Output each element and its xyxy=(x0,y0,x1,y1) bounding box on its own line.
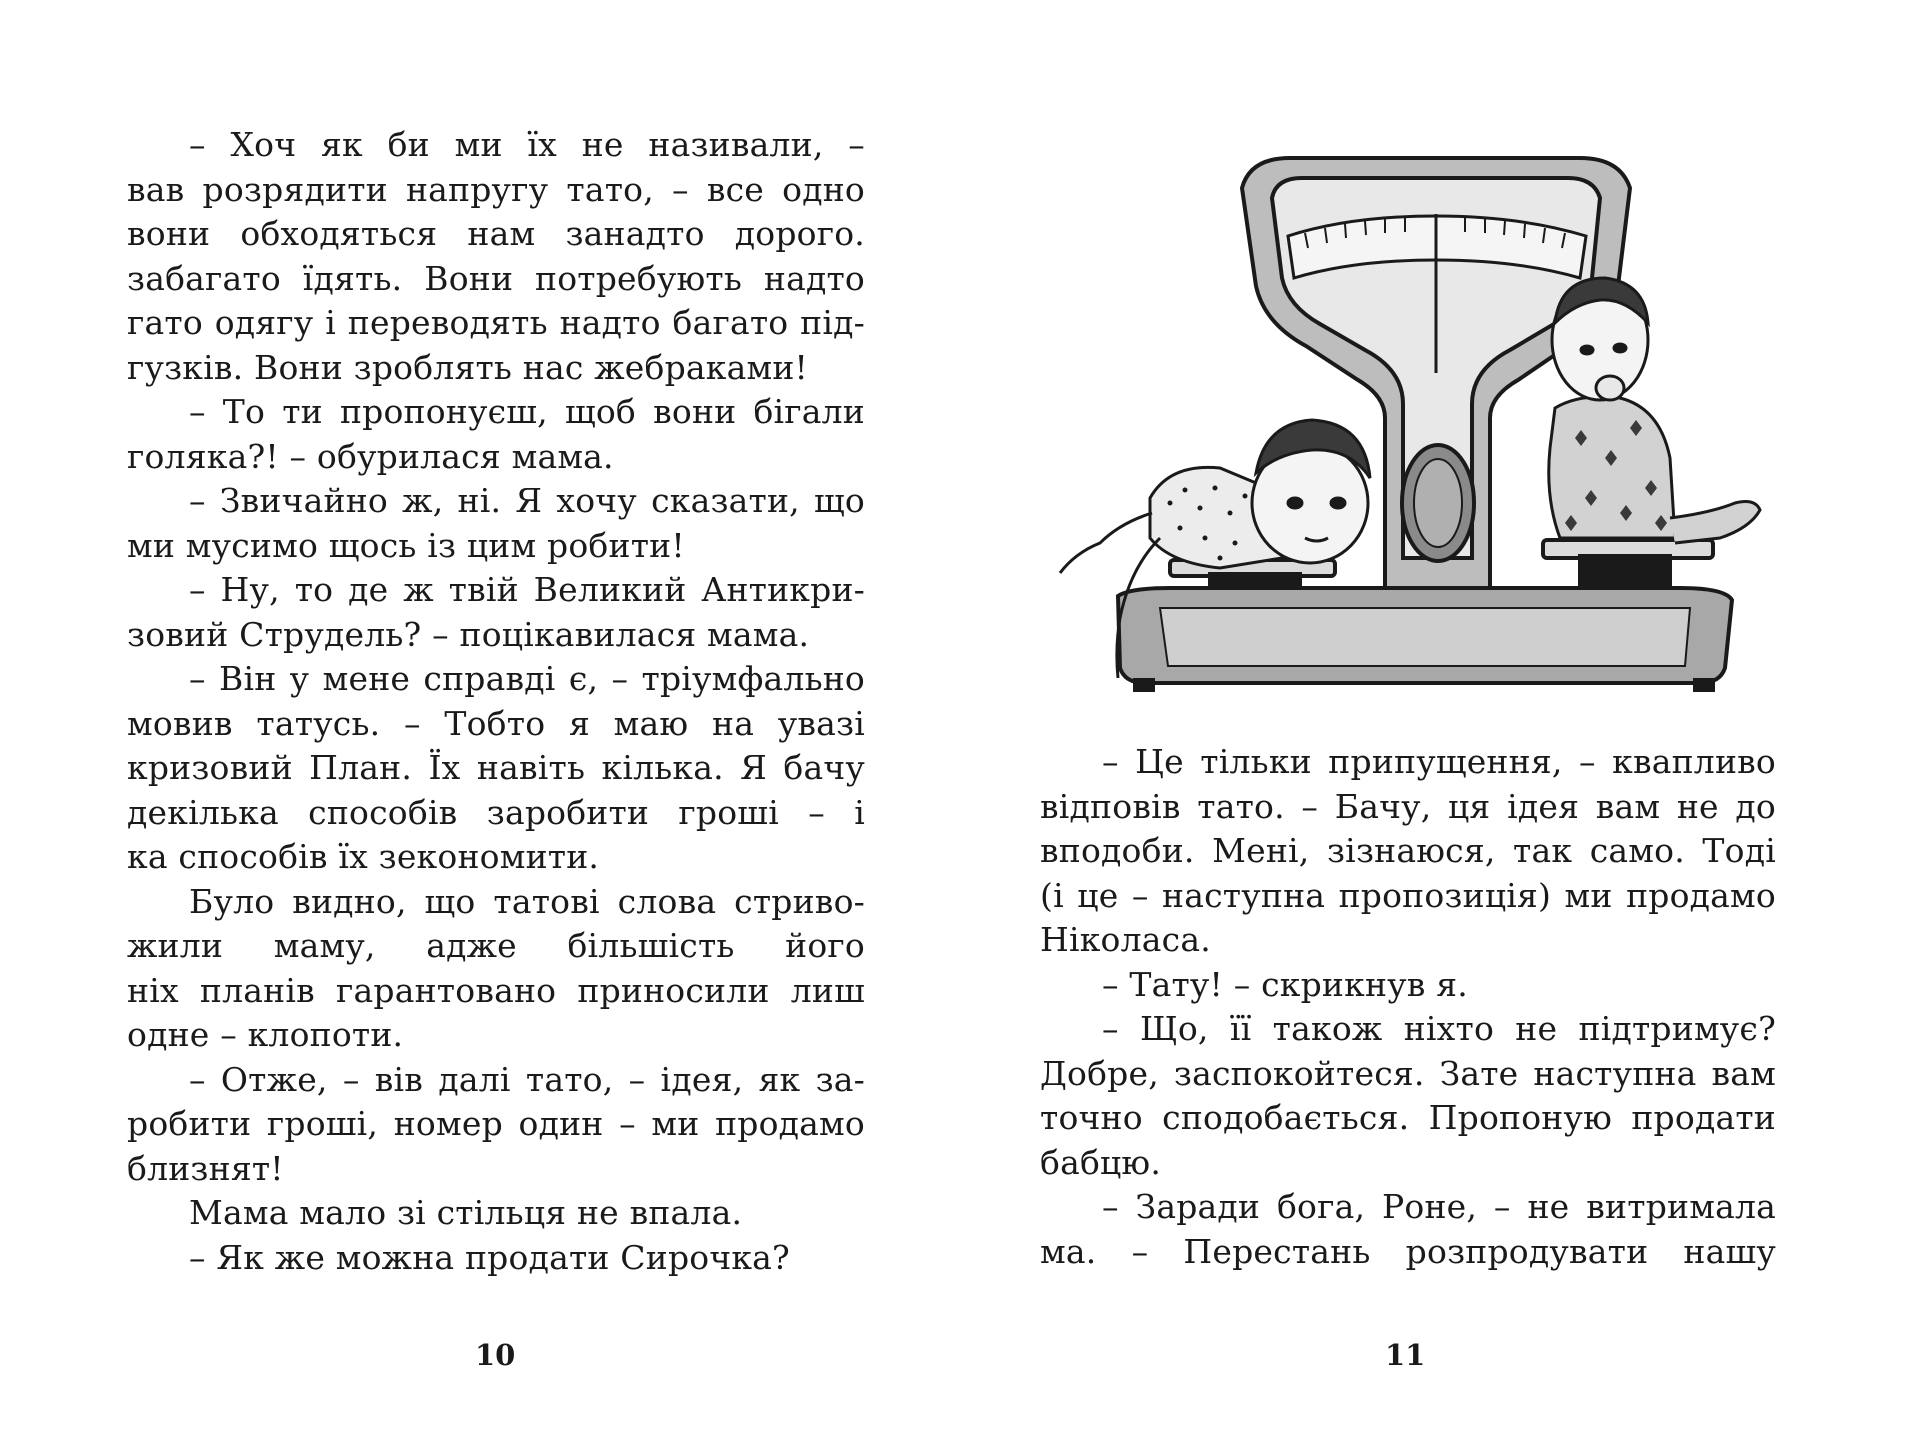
text-line: (і це – наступна пропозиція) ми продамо xyxy=(1040,875,1776,915)
text-line: зовий Струдель? – поцікавилася мама. xyxy=(127,614,810,654)
text-line: відповів тато. – Бачу, ця ідея вам не до xyxy=(1040,786,1776,826)
text-line: точно сподобається. Пропоную продати xyxy=(1040,1098,1776,1137)
text-line: робити гроші, номер один – ми продамо xyxy=(127,1104,865,1143)
text-line: бабцю. xyxy=(1040,1142,1162,1182)
baby-scale-illustration xyxy=(1020,118,1815,700)
text-line: – Як же можна продати Сирочка? xyxy=(189,1237,790,1277)
text-line: Добре, заспокойтеся. Зате наступна вам xyxy=(1040,1053,1776,1093)
text-line: – Хоч як би ми їх не називали, – xyxy=(189,125,865,164)
text-line: одне – клопоти. xyxy=(127,1015,404,1054)
right-page xyxy=(960,0,1920,1449)
text-line: ка способів їх зекономити. xyxy=(127,837,600,876)
text-line: кризовий План. Їх навіть кілька. Я бачу xyxy=(127,748,865,787)
text-line: мовив татусь. – Тобто я маю на увазі xyxy=(127,703,865,743)
text-line: голяка?! – обурилася мама. xyxy=(127,436,614,476)
text-line: – Що, її також ніхто не підтримує? xyxy=(1102,1009,1776,1048)
text-line: Було видно, що татові слова стриво- xyxy=(189,881,865,921)
text-line: ма. – Перестань розпродувати нашу xyxy=(1040,1231,1776,1271)
text-line: – Заради бога, Роне, – не витримала xyxy=(1102,1187,1776,1226)
text-line: близнят! xyxy=(127,1148,284,1188)
page-number: 11 xyxy=(1385,1338,1426,1372)
text-line: гато одягу і переводять надто багато під- xyxy=(127,303,865,342)
text-line: Ніколаса. xyxy=(1040,920,1211,959)
page-number: 10 xyxy=(475,1338,516,1372)
text-line: – Звичайно ж, ні. Я хочу сказати, що xyxy=(189,481,865,520)
text-line: – Ну, то де ж твій Великий Антикри- xyxy=(189,570,865,609)
text-line: вподоби. Мені, зізнаюся, так само. Тоді xyxy=(1040,831,1776,870)
text-line: ми мусимо щось із цим робити! xyxy=(127,525,685,565)
text-line: декілька способів заробити гроші – і xyxy=(127,792,865,832)
left-page-text xyxy=(127,123,865,1280)
text-line: гузків. Вони зроблять нас жебраками! xyxy=(127,347,809,387)
text-line: – То ти пропонуєш, щоб вони бігали xyxy=(189,392,865,431)
text-line: – Це тільки припущення, – квапливо xyxy=(1102,742,1776,781)
text-line: ніх планів гарантовано приносили лиш xyxy=(127,970,865,1010)
text-line: жили маму, адже більшість його xyxy=(127,926,865,965)
text-line: – Отже, – вів далі тато, – ідея, як за- xyxy=(189,1059,865,1099)
text-line: вони обходяться нам занадто дорого. xyxy=(127,214,865,253)
text-line: забагато їдять. Вони потребують надто xyxy=(127,258,865,298)
text-line: – Тату! – скрикнув я. xyxy=(1102,964,1468,1004)
right-page-text xyxy=(1040,740,1776,1274)
text-line: – Він у мене справді є, – тріумфально xyxy=(189,659,865,698)
text-line: вав розрядити напругу тато, – все одно xyxy=(127,169,865,209)
text-line: Мама мало зі стільця не впала. xyxy=(189,1193,743,1232)
baby-right-icon xyxy=(1549,278,1760,543)
